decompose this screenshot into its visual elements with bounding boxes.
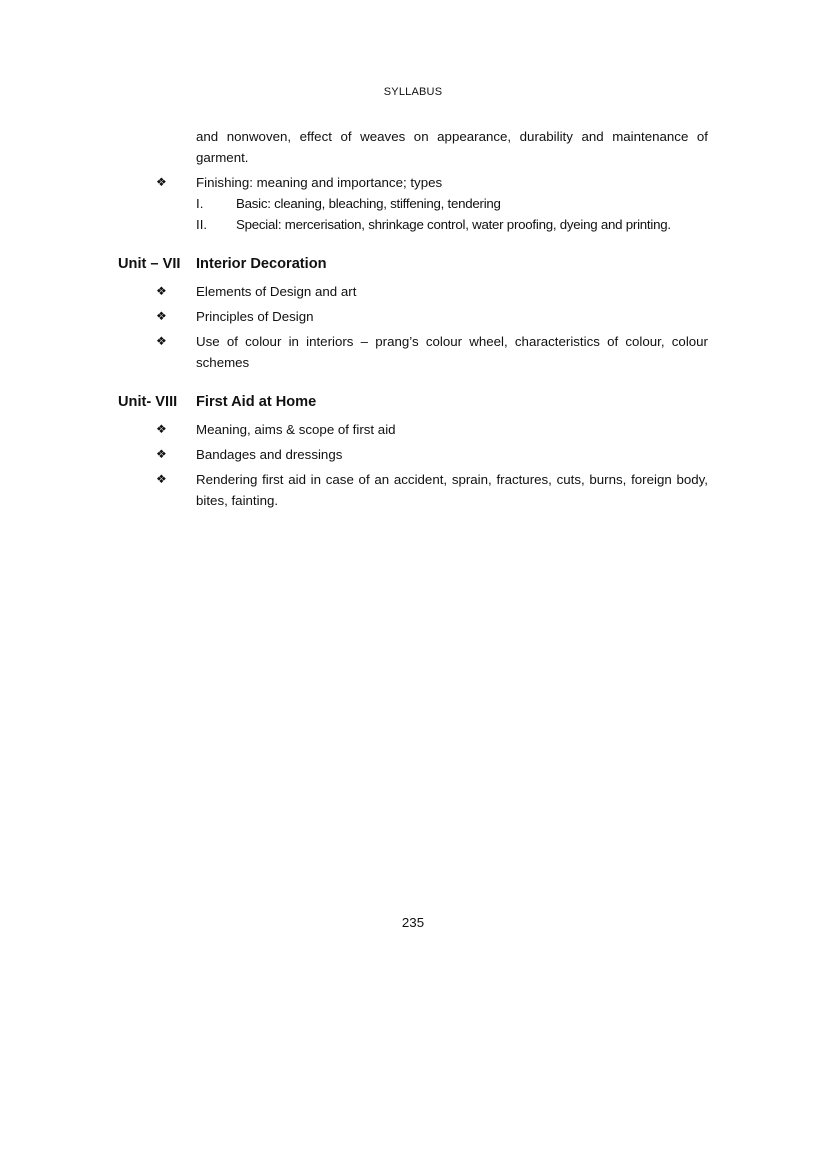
diamond-bullet-icon: ❖ <box>156 472 167 486</box>
page-header: SYLLABUS <box>383 86 443 98</box>
roman-numeral: II. <box>196 217 208 232</box>
bullet-text: Elements of Design and art <box>196 284 357 299</box>
diamond-bullet-icon: ❖ <box>156 175 167 189</box>
bullet-item <box>118 306 708 327</box>
bullet-item <box>118 331 708 373</box>
unit-label: Unit- VIII <box>118 394 178 410</box>
bullet-item <box>118 281 708 302</box>
bullet-item <box>118 469 708 511</box>
bullet-text: Bandages and dressings <box>196 447 343 462</box>
diamond-bullet-icon: ❖ <box>156 422 167 436</box>
roman-numeral: I. <box>196 196 204 211</box>
sub-item-text: Special: mercerisation, shrinkage control, water proofing, dyeing and printing. <box>236 217 671 232</box>
unit-heading-vii <box>118 254 708 275</box>
continuation-paragraph: and nonwoven, effect of weaves on appearance, durability and maintenance of garment. <box>196 129 708 165</box>
sub-item-special <box>196 214 708 235</box>
bullet-text: Principles of Design <box>196 309 314 324</box>
diamond-bullet-icon: ❖ <box>156 284 167 298</box>
unit-heading-viii <box>118 392 708 413</box>
page-number: 235 <box>401 915 425 930</box>
bullet-text: Meaning, aims & scope of first aid <box>196 422 396 437</box>
unit-label: Unit – VII <box>118 256 181 272</box>
bullet-item-finishing <box>118 172 708 235</box>
diamond-bullet-icon: ❖ <box>156 309 167 323</box>
syllabus-content <box>118 126 708 511</box>
sub-item-text: Basic: cleaning, bleaching, stiffening, tendering <box>236 196 501 211</box>
unit-title: Interior Decoration <box>196 256 327 272</box>
diamond-bullet-icon: ❖ <box>156 334 167 348</box>
bullet-text: Finishing: meaning and importance; types <box>196 175 443 190</box>
sub-item-basic <box>196 193 708 214</box>
diamond-bullet-icon: ❖ <box>156 447 167 461</box>
bullet-item <box>118 419 708 440</box>
unit-title: First Aid at Home <box>196 394 317 410</box>
bullet-text: Rendering first aid in case of an accident, sprain, fractures, cuts, burns, foreign body, bites, fainting. <box>196 472 708 508</box>
bullet-item <box>118 444 708 465</box>
bullet-text: Use of colour in interiors – prang’s colour wheel, characteristics of colour, colour schemes <box>196 334 708 370</box>
